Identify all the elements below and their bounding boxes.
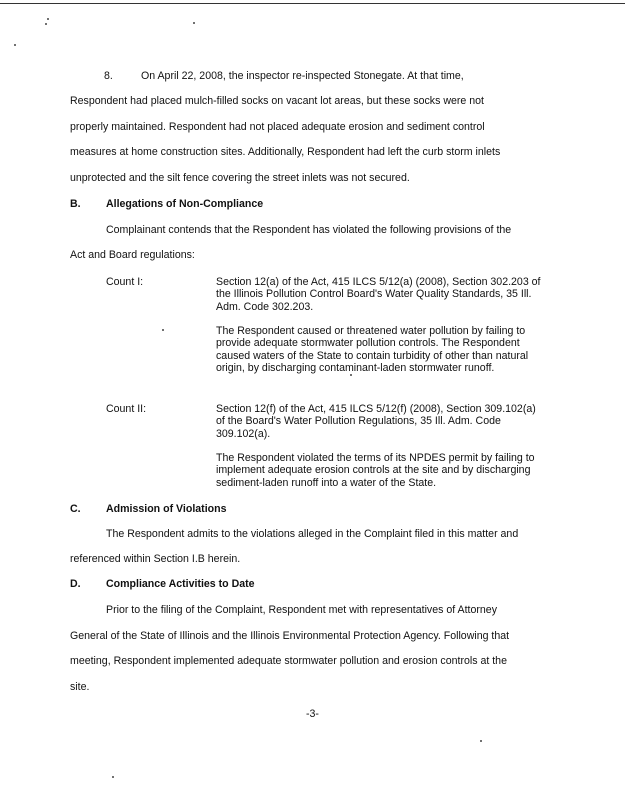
paragraph-line: Prior to the filing of the Complaint, Respondent met with representatives of Attorney <box>106 604 497 616</box>
paragraph-line: Respondent had placed mulch-filled socks on vacant lot areas, but these socks were not <box>70 95 484 107</box>
count-citation-text: Section 12(a) of the Act, 415 ILCS 5/12(a) (2008), Section 302.203 of the Illinois Pollution Control Board's Water Quality Standards, 35 Ill. Adm. Code 302.203. <box>216 276 541 313</box>
count-citation <box>216 276 546 313</box>
scan-speck <box>14 44 16 46</box>
section-letter: D. <box>70 578 81 590</box>
section-letter: B. <box>70 198 81 210</box>
paragraph-line: measures at home construction sites. Additionally, Respondent had left the curb storm inlets <box>70 146 501 158</box>
paragraph-line: properly maintained. Respondent had not placed adequate erosion and sediment control <box>70 121 485 133</box>
scan-speck <box>45 23 47 25</box>
count-description <box>216 325 546 375</box>
paragraph-line: Act and Board regulations: <box>70 249 195 261</box>
count-citation-text: Section 12(f) of the Act, 415 ILCS 5/12(f) (2008), Section 309.102(a) of the Board's Water Pollution Regulations, 35 Ill. Adm. Code 309.102(a). <box>216 403 536 440</box>
scan-speck <box>193 22 195 24</box>
paragraph-line: referenced within Section I.B herein. <box>70 553 241 565</box>
scan-speck <box>47 18 49 20</box>
count-label: Count I: <box>106 276 144 288</box>
section-letter: C. <box>70 503 81 515</box>
paragraph-line: site. <box>70 681 90 693</box>
scan-speck <box>162 329 164 331</box>
paragraph-line: On April 22, 2008, the inspector re-inspected Stonegate. At that time, <box>141 70 464 82</box>
paragraph-number: 8. <box>104 70 113 82</box>
count-label: Count II: <box>106 403 147 415</box>
count-description-text: The Respondent violated the terms of its NPDES permit by failing to implement adequate erosion controls at the site and by discharging sediment-laden runoff into a water of the State. <box>216 452 535 489</box>
count-description-text: The Respondent caused or threatened water pollution by failing to provide adequate stormwater pollution controls. The Respondent caused waters of the State to contain turbidity of other than natural origin, by discharging contaminant-laden stormwater runoff. <box>216 325 529 375</box>
count-citation <box>216 403 546 440</box>
paragraph-line: unprotected and the silt fence covering the street inlets was not secured. <box>70 172 410 184</box>
scan-speck <box>480 740 482 742</box>
top-border-line <box>0 3 625 4</box>
count-description <box>216 452 546 489</box>
section-title: Admission of Violations <box>106 503 227 515</box>
section-title: Compliance Activities to Date <box>106 578 255 590</box>
page-number: -3- <box>306 708 319 720</box>
paragraph-line: meeting, Respondent implemented adequate stormwater pollution and erosion controls at the <box>70 655 507 667</box>
scan-speck <box>112 776 114 778</box>
paragraph-line: Complainant contends that the Respondent has violated the following provisions of the <box>106 224 512 236</box>
paragraph-line: The Respondent admits to the violations alleged in the Complaint filed in this matter and <box>106 528 519 540</box>
paragraph-line: General of the State of Illinois and the Illinois Environmental Protection Agency. Following that <box>70 630 510 642</box>
section-title: Allegations of Non-Compliance <box>106 198 264 210</box>
